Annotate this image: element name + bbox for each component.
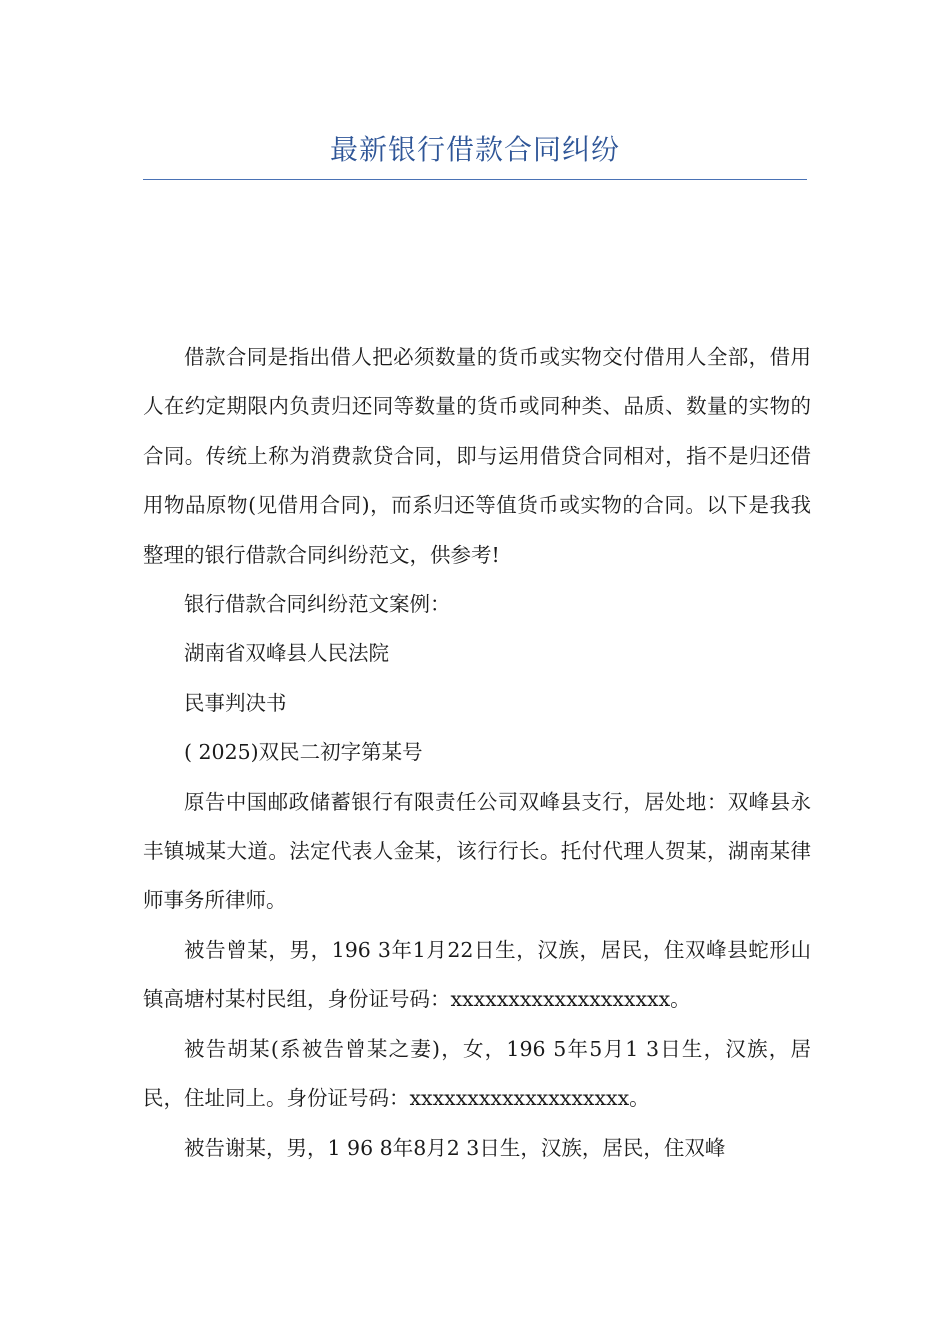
paragraph-case-heading: 银行借款合同纠纷范文案例： xyxy=(184,592,451,617)
title-underline xyxy=(143,179,807,180)
paragraph-intro: 借款合同是指出借人把必须数量的货币或实物交付借用人全部，借用人在约定期限内负责归还同等数量的货币或同种类、品质、数量的实物的合同。传统上称为消费款贷合同，即与运用借贷合同相对，指不是归还借用物品原物(见借用合同)，而系归还等值货币或实物的合同。以下是我我整理的银行借款合同纠纷范文，供参考! xyxy=(143,345,811,567)
paragraph-defendant-xie: 被告谢某，男，1 96 8年8月2 3日生，汉族，居民，住双峰 xyxy=(184,1135,726,1160)
paragraph-plaintiff: 原告中国邮政储蓄银行有限责任公司双峰县支行，居处地：双峰县永丰镇城某大道。法定代表人金某，该行行长。托付代理人贺某，湖南某律师事务所律师。 xyxy=(143,789,811,913)
paragraph-case-number: ( 2025)双民二初字第某号 xyxy=(184,740,423,765)
document-title: 最新银行借款合同纠纷 xyxy=(329,133,620,166)
paragraph-defendant-zeng: 被告曾某，男，196 3年1月22日生，汉族，居民，住双峰县蛇形山镇高塘村某村民组，身份证号码：xxxxxxxxxxxxxxxxxxx。 xyxy=(143,937,811,1012)
paragraph-court-name: 湖南省双峰县人民法院 xyxy=(184,641,389,666)
paragraph-defendant-hu: 被告胡某(系被告曾某之妻)，女，196 5年5月1 3日生，汉族，居民，住址同上。身份证号码：xxxxxxxxxxxxxxxxxxx。 xyxy=(143,1036,811,1111)
paragraph-judgment-type: 民事判决书 xyxy=(184,690,287,715)
document-body xyxy=(143,333,811,1173)
